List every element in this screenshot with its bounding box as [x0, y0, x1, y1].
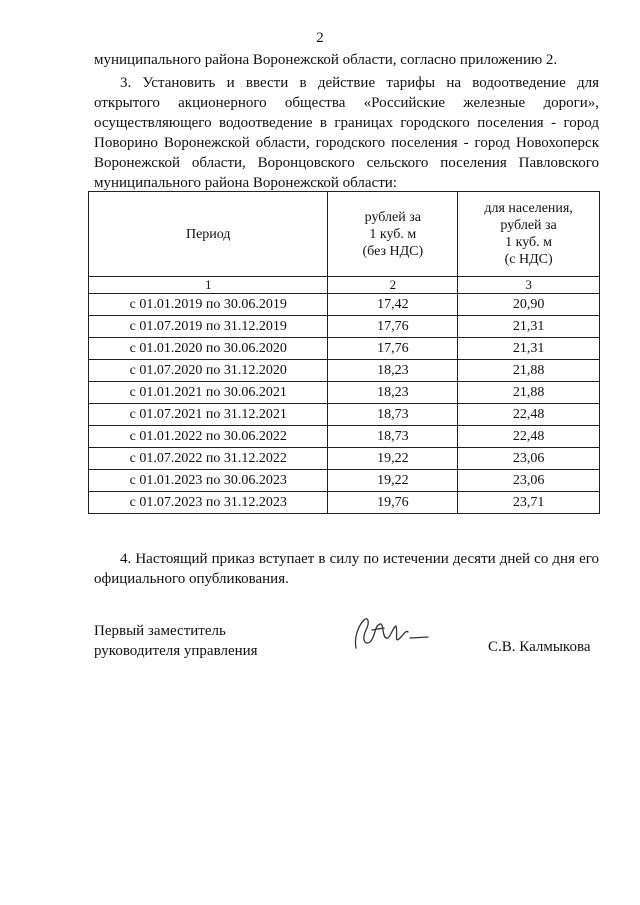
cell-period: с 01.07.2023 по 31.12.2023 [89, 492, 328, 514]
column-number-2: 2 [328, 277, 458, 294]
cell-population-with-vat: 21,88 [458, 382, 600, 404]
cell-population-with-vat: 21,88 [458, 360, 600, 382]
cell-rub-without-vat: 19,22 [328, 470, 458, 492]
cell-rub-without-vat: 18,73 [328, 426, 458, 448]
cell-rub-without-vat: 18,23 [328, 382, 458, 404]
column-number-1: 1 [89, 277, 328, 294]
cell-period: с 01.07.2021 по 31.12.2021 [89, 404, 328, 426]
cell-population-with-vat: 22,48 [458, 426, 600, 448]
table-row [89, 360, 600, 382]
handwritten-signature [350, 608, 430, 658]
cell-rub-without-vat: 18,73 [328, 404, 458, 426]
cell-population-with-vat: 21,31 [458, 338, 600, 360]
cell-population-with-vat: 23,06 [458, 448, 600, 470]
paragraph-3-text: 3. Установить и ввести в действие тарифы на водоотведение для открытого акционерного общества «Российские железные дороги», осуществляющего водоотведение в границах городского поселения - город Поворино Воронежской области, городского поселения - город Новохоперск Воронежской области, Воронцовского сельского поселения Павловского муниципального района Воронежской области: [94, 75, 599, 191]
signer-title-line2: руководителя управления [94, 643, 258, 659]
paragraph-3 [94, 73, 599, 193]
cell-period: с 01.01.2020 по 30.06.2020 [89, 338, 328, 360]
paragraph-4-text: 4. Настоящий приказ вступает в силу по истечении десяти дней со дня его официального опубликования. [94, 551, 599, 587]
cell-period: с 01.01.2019 по 30.06.2019 [89, 294, 328, 316]
signer-title-line1: Первый заместитель [94, 623, 226, 639]
cell-population-with-vat: 21,31 [458, 316, 600, 338]
cell-period: с 01.01.2023 по 30.06.2023 [89, 470, 328, 492]
cell-period: с 01.01.2021 по 30.06.2021 [89, 382, 328, 404]
cell-period: с 01.07.2022 по 31.12.2022 [89, 448, 328, 470]
table-row [89, 492, 600, 514]
cell-population-with-vat: 23,06 [458, 470, 600, 492]
cell-population-with-vat: 22,48 [458, 404, 600, 426]
signer-name: С.В. Калмыкова [488, 639, 591, 655]
paragraph-4 [94, 549, 599, 589]
cell-population-with-vat: 20,90 [458, 294, 600, 316]
header-rub-without-vat: рублей за 1 куб. м (без НДС) [328, 192, 458, 277]
header-population-with-vat: для населения, рублей за 1 куб. м (с НДС) [458, 192, 600, 277]
cell-rub-without-vat: 19,76 [328, 492, 458, 514]
signer-title [94, 621, 258, 661]
table-row [89, 338, 600, 360]
cell-period: с 01.07.2019 по 31.12.2019 [89, 316, 328, 338]
cell-period: с 01.01.2022 по 30.06.2022 [89, 426, 328, 448]
table-row [89, 316, 600, 338]
table-row [89, 382, 600, 404]
tariff-table [88, 191, 600, 514]
paragraph-continuation: муниципального района Воронежской области, согласно приложению 2. [94, 52, 558, 68]
table-row [89, 470, 600, 492]
page-number: 2 [316, 30, 324, 46]
cell-rub-without-vat: 18,23 [328, 360, 458, 382]
cell-population-with-vat: 23,71 [458, 492, 600, 514]
cell-rub-without-vat: 19,22 [328, 448, 458, 470]
cell-rub-without-vat: 17,42 [328, 294, 458, 316]
table-row [89, 426, 600, 448]
table-row [89, 404, 600, 426]
cell-period: с 01.07.2020 по 31.12.2020 [89, 360, 328, 382]
table-row [89, 294, 600, 316]
column-number-3: 3 [458, 277, 600, 294]
cell-rub-without-vat: 17,76 [328, 338, 458, 360]
header-period: Период [89, 192, 328, 277]
table-row [89, 448, 600, 470]
cell-rub-without-vat: 17,76 [328, 316, 458, 338]
